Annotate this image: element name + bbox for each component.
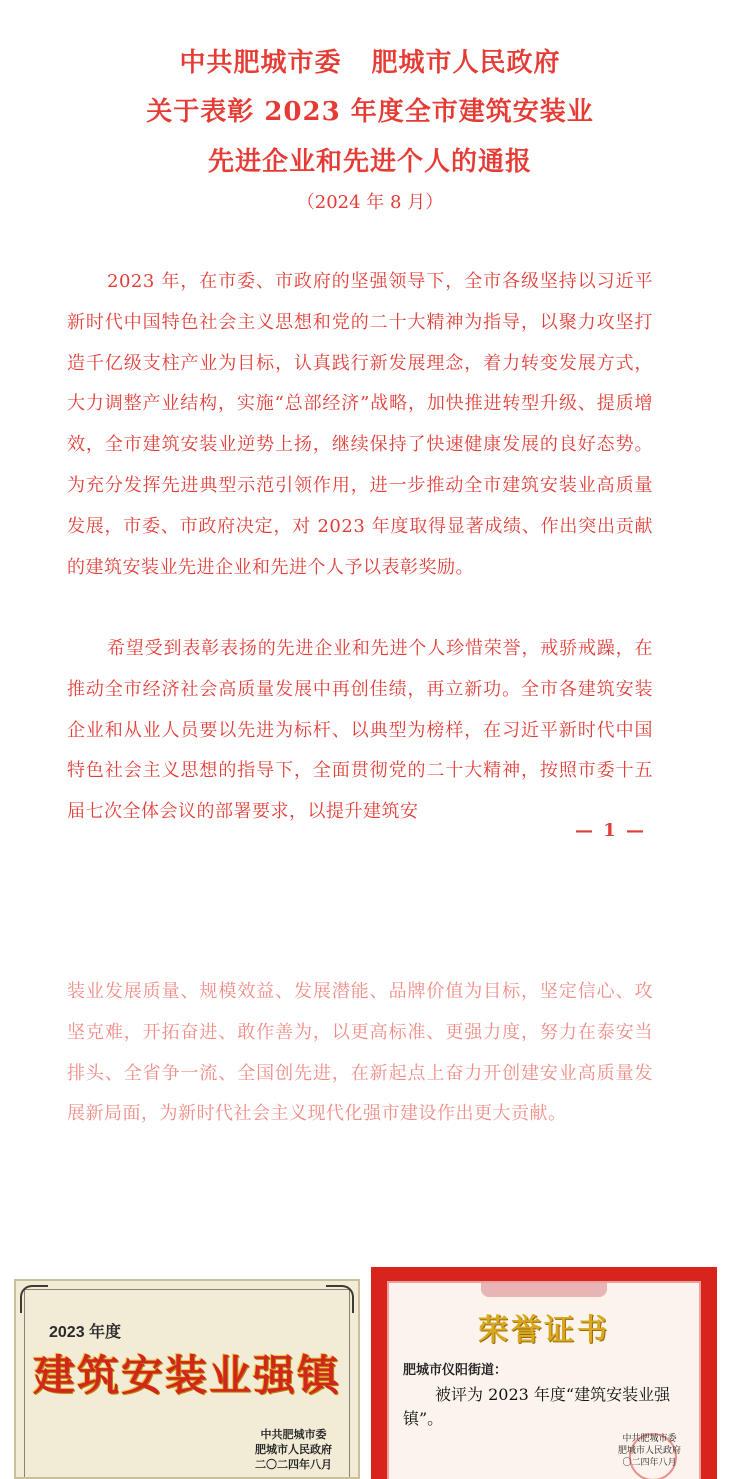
- document-date: （2024 年 8 月）: [296, 192, 444, 213]
- certificate-issuer-line1: 中共肥城市委: [622, 1434, 677, 1444]
- certificate-body: 被评为 2023 年度“建筑安装业强镇”。: [403, 1385, 671, 1428]
- plaque-honor-title: 建筑安装业强镇: [32, 1351, 341, 1400]
- certificate-issuer: [618, 1433, 681, 1469]
- honor-certificate-image: [371, 1267, 717, 1479]
- body-paragraph-2: 希望受到表彰表扬的先进企业和先进个人珍惜荣誉，戒骄戒躁，在推动全市经济社会高质量发展中再创佳绩，再立新功。全市各建筑安装企业和从业人员要以先进为标杆、以典型为榜样，在习近平新时代中国特色社会主义思想的指导下，全面贯彻党的二十大精神，按照市委十五届七次全体会议的部署要求，以提升建筑安: [67, 638, 653, 823]
- plaque-issuer: [255, 1427, 332, 1472]
- body-paragraph-1: 2023 年，在市委、市政府的坚强领导下，全市各级坚持以习近平新时代中国特色社会主义思想和党的二十大精神为指导，以聚力攻坚打造千亿级支柱产业为目标，认真践行新发展理念，着力转变发展方式，大力调整产业结构，实施“总部经济”战略，加快推进转型升级、提质增效，全市建筑安装业逆势上扬，继续保持了快速健康发展的良好态势。为充分发挥先进典型示范引领作用，进一步推动全市建筑安装业高质量发展，市委、市政府决定，对 2023 年度取得显著成绩、作出突出贡献的建筑安装业先进企业和先进个人予以表彰奖励。: [67, 271, 653, 578]
- certificate-recipient: 肥城市仪阳街道：: [403, 1363, 508, 1378]
- plaque-issuer-line3: 二〇二四年八月: [255, 1458, 332, 1471]
- issuer-city-government: 肥城市人民政府: [371, 48, 561, 78]
- page-number: — 1 —: [575, 820, 647, 841]
- plaque-issuer-line1: 中共肥城市委: [260, 1428, 327, 1441]
- honor-plaque-image: [14, 1279, 360, 1479]
- certificate-issuer-line2: 肥城市人民政府: [617, 1446, 681, 1456]
- plaque-issuer-line2: 肥城市人民政府: [255, 1443, 332, 1456]
- certificate-heading: 荣誉证书: [478, 1313, 610, 1348]
- certificate-banner: [481, 1283, 607, 1297]
- document-title-line3: 先进企业和先进个人的通报: [207, 147, 532, 177]
- ornament-corner-icon: [20, 1285, 48, 1313]
- certificate-paper: [387, 1281, 701, 1479]
- plaque-year: 2023 年度: [49, 1324, 122, 1341]
- ornament-corner-icon: [326, 1285, 354, 1313]
- certificate-issuer-line3: 〇二四年八月: [622, 1458, 677, 1468]
- document-title-line2: 关于表彰 2023 年度全市建筑安装业: [146, 97, 594, 127]
- document-title-line1: [0, 42, 740, 79]
- body-paragraph-3: 装业发展质量、规模效益、发展潜能、品牌价值为目标，坚定信心、攻坚克难，开拓奋进、敢作善为，以更高标准、更强力度，努力在泰安当排头、全省争一流、全国创先进，在新起点上奋力开创建安业高质量发展新局面，为新时代社会主义现代化强市建设作出更大贡献。: [67, 981, 653, 1125]
- issuer-party-committee: 中共肥城市委: [179, 48, 342, 78]
